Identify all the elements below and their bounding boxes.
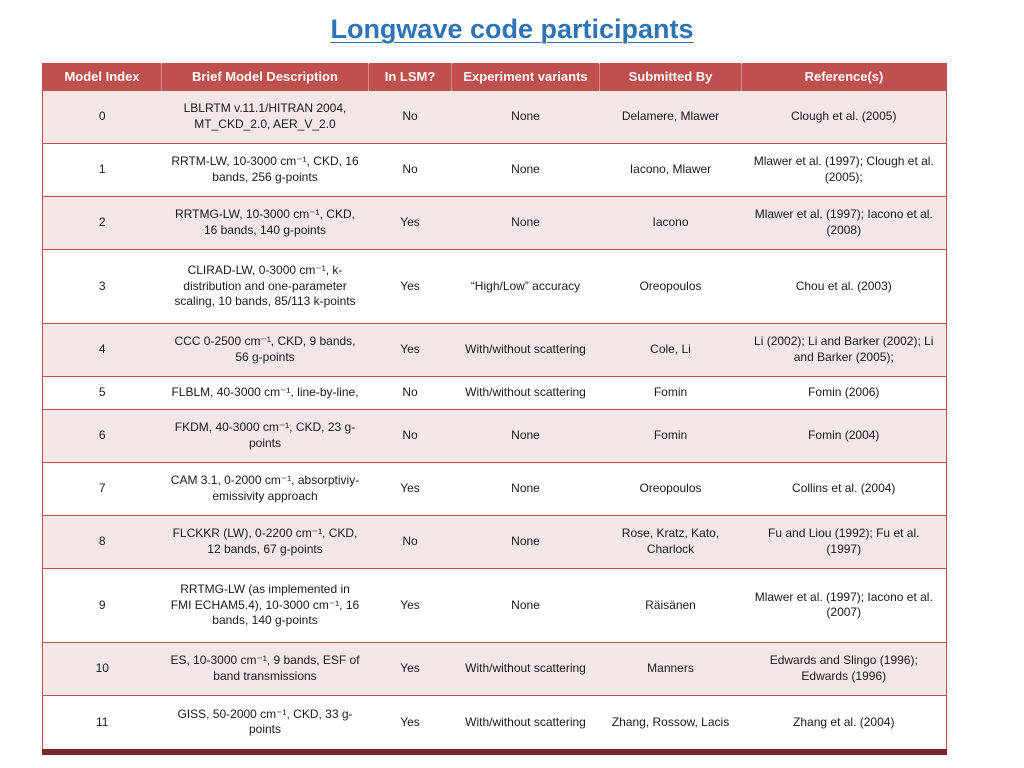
table-cell: 11 — [43, 695, 162, 752]
table-cell: Fomin (2006) — [742, 377, 947, 410]
table-cell: With/without scattering — [452, 323, 600, 376]
table-cell: Mlawer et al. (1997); Clough et al. (2005); — [742, 143, 947, 196]
table-cell: Yes — [369, 569, 452, 643]
table-cell: 1 — [43, 143, 162, 196]
table-cell: Fomin (2004) — [742, 409, 947, 462]
table-cell: Iacono, Mlawer — [600, 143, 742, 196]
table-cell: Zhang et al. (2004) — [742, 695, 947, 752]
table-row — [43, 323, 947, 376]
table-cell: FLCKKR (LW), 0-2200 cm⁻¹, CKD, 12 bands, 67 g-points — [162, 515, 369, 568]
table-cell: Yes — [369, 323, 452, 376]
table-cell: Yes — [369, 250, 452, 324]
table-cell: 5 — [43, 377, 162, 410]
table-cell: None — [452, 462, 600, 515]
table-cell: 0 — [43, 90, 162, 143]
table-cell: None — [452, 90, 600, 143]
table-cell: None — [452, 569, 600, 643]
table-cell: None — [452, 143, 600, 196]
table-cell: LBLRTM v.11.1/HITRAN 2004, MT_CKD_2.0, AER_V_2.0 — [162, 90, 369, 143]
table-cell: RRTM-LW, 10-3000 cm⁻¹, CKD, 16 bands, 256 g-points — [162, 143, 369, 196]
table-cell: With/without scattering — [452, 377, 600, 410]
table-cell: Chou et al. (2003) — [742, 250, 947, 324]
table-cell: None — [452, 409, 600, 462]
table-cell: 8 — [43, 515, 162, 568]
table-cell: Yes — [369, 462, 452, 515]
table-cell: None — [452, 196, 600, 249]
column-header-experiment-variants: Experiment variants — [452, 64, 600, 91]
table-cell: Fomin — [600, 377, 742, 410]
table-row — [43, 569, 947, 643]
table-row — [43, 196, 947, 249]
column-header-submitted-by: Submitted By — [600, 64, 742, 91]
table-cell: FLBLM, 40-3000 cm⁻¹, line-by-line, — [162, 377, 369, 410]
table-cell: No — [369, 409, 452, 462]
table-cell: 2 — [43, 196, 162, 249]
table-cell: ES, 10-3000 cm⁻¹, 9 bands, ESF of band transmissions — [162, 642, 369, 695]
table-cell: No — [369, 143, 452, 196]
column-header-references: Reference(s) — [742, 64, 947, 91]
table-cell: Clough et al. (2005) — [742, 90, 947, 143]
table-cell: Yes — [369, 642, 452, 695]
table-cell: None — [452, 515, 600, 568]
table-body — [43, 90, 947, 752]
table-cell: Li (2002); Li and Barker (2002); Li and Barker (2005); — [742, 323, 947, 376]
column-header-description: Brief Model Description — [162, 64, 369, 91]
table-cell: Oreopoulos — [600, 462, 742, 515]
table-row — [43, 515, 947, 568]
table-cell: Fomin — [600, 409, 742, 462]
table-cell: Zhang, Rossow, Lacis — [600, 695, 742, 752]
table-row — [43, 409, 947, 462]
table-header — [43, 64, 947, 91]
table-cell: 10 — [43, 642, 162, 695]
header-row — [43, 64, 947, 91]
table-cell: “High/Low” accuracy — [452, 250, 600, 324]
column-header-in-lsm: In LSM? — [369, 64, 452, 91]
table-cell: Delamere, Mlawer — [600, 90, 742, 143]
table-cell: RRTMG-LW (as implemented in FMI ECHAM5.4), 10-3000 cm⁻¹, 16 bands, 140 g-points — [162, 569, 369, 643]
table-cell: CLIRAD-LW, 0-3000 cm⁻¹, k-distribution and one-parameter scaling, 10 bands, 85/113 k-points — [162, 250, 369, 324]
table-cell: Fu and Liou (1992); Fu et al. (1997) — [742, 515, 947, 568]
table-cell: 6 — [43, 409, 162, 462]
table-cell: 9 — [43, 569, 162, 643]
table-cell: No — [369, 90, 452, 143]
table-cell: Mlawer et al. (1997); Iacono et al. (2008) — [742, 196, 947, 249]
table-cell: CAM 3.1, 0-2000 cm⁻¹, absorptiviy-emissivity approach — [162, 462, 369, 515]
page-title: Longwave code participants — [330, 14, 694, 44]
table-row — [43, 642, 947, 695]
table-row — [43, 462, 947, 515]
table-cell: Räisänen — [600, 569, 742, 643]
table-cell: No — [369, 515, 452, 568]
column-header-model-index: Model Index — [43, 64, 162, 91]
table-cell: Rose, Kratz, Kato, Charlock — [600, 515, 742, 568]
participants-table — [42, 63, 947, 755]
table-cell: Yes — [369, 695, 452, 752]
table-cell: Collins et al. (2004) — [742, 462, 947, 515]
table-cell: CCC 0-2500 cm⁻¹, CKD, 9 bands, 56 g-points — [162, 323, 369, 376]
table-cell: With/without scattering — [452, 642, 600, 695]
table-cell: FKDM, 40-3000 cm⁻¹, CKD, 23 g-points — [162, 409, 369, 462]
table-row — [43, 695, 947, 752]
table-cell: Manners — [600, 642, 742, 695]
table-row — [43, 143, 947, 196]
table-cell: Oreopoulos — [600, 250, 742, 324]
table-cell: Edwards and Slingo (1996); Edwards (1996) — [742, 642, 947, 695]
table-cell: No — [369, 377, 452, 410]
table-cell: With/without scattering — [452, 695, 600, 752]
table-cell: Yes — [369, 196, 452, 249]
table-cell: GISS, 50-2000 cm⁻¹, CKD, 33 g-points — [162, 695, 369, 752]
table-cell: Mlawer et al. (1997); Iacono et al. (2007) — [742, 569, 947, 643]
table-cell: Cole, Li — [600, 323, 742, 376]
table-cell: RRTMG-LW, 10-3000 cm⁻¹, CKD, 16 bands, 140 g-points — [162, 196, 369, 249]
table-cell: 3 — [43, 250, 162, 324]
table-row — [43, 90, 947, 143]
table-cell: 4 — [43, 323, 162, 376]
table-cell: Iacono — [600, 196, 742, 249]
table-cell: 7 — [43, 462, 162, 515]
table-row — [43, 250, 947, 324]
table-row — [43, 377, 947, 410]
